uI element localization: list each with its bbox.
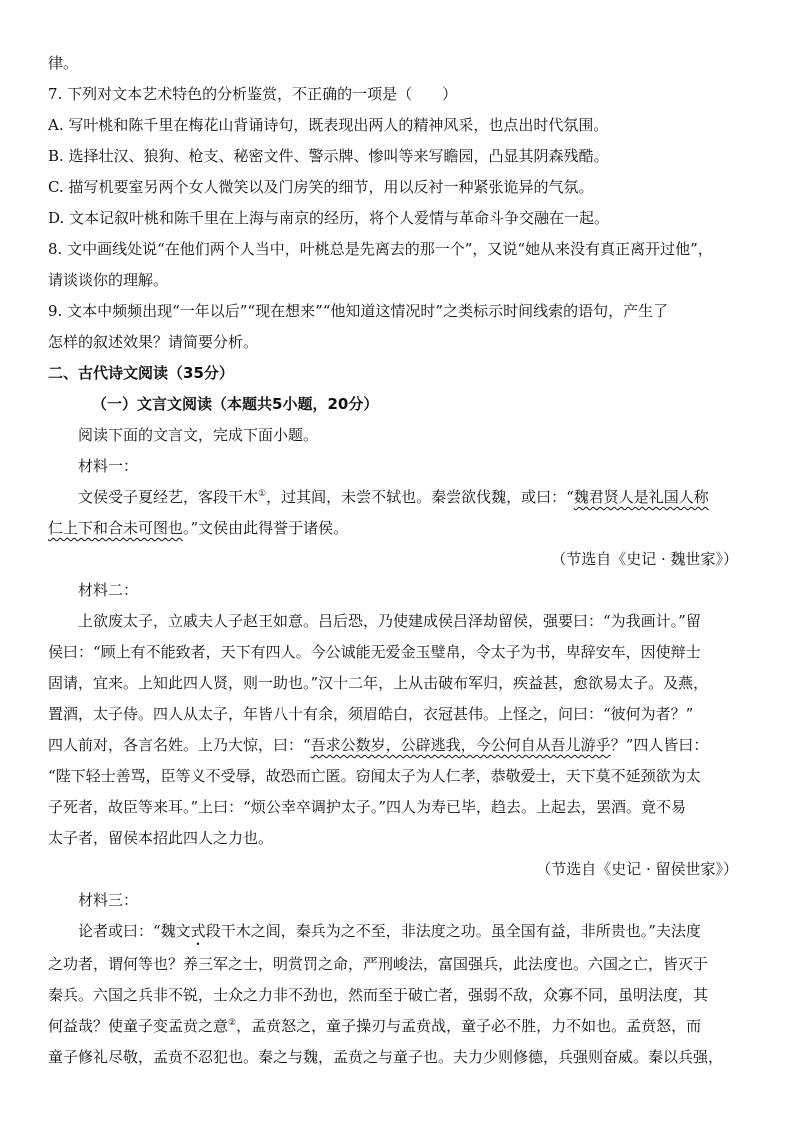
question-tail-text: 律。 xyxy=(48,54,79,72)
question-7 xyxy=(48,79,748,234)
question-8-line-2: 请谈谈你的理解。 xyxy=(48,271,169,289)
section-2-title: 二、古代诗文阅读（35分） xyxy=(48,364,234,382)
material-1-line-2: 仁上下和合未可图也。”文侯由此得誉于诸侯。 xyxy=(48,519,349,537)
underlined-passage-1-cont: 仁上下和合未可图也 xyxy=(48,519,184,537)
question-7-option-a: A. 写叶桃和陈千里在梅花山背诵诗句，既表现出两人的精神风采，也点出时代氛围。 xyxy=(48,116,609,134)
question-9-line-1: 9. 文本中频频出现“一年以后”“现在想来”“他知道这情况时”之类标示时间线索的语句，产生了 xyxy=(48,302,669,320)
material-2-line-1: 上欲废太子，立戚夫人子赵王如意。吕后恐，乃使建成侯吕泽劫留侯，强要曰：“为我画计。”留 xyxy=(78,612,701,630)
footnote-2-marker: ② xyxy=(228,1018,237,1028)
material-2-line-6: “陛下轻士善骂，臣等义不受辱，故恐而亡匿。窃闻太子为人仁孝，恭敬爱士，天下莫不延颈欲为太 xyxy=(48,767,701,785)
material-2 xyxy=(48,575,748,885)
material-3-line-3: 秦兵。六国之兵非不锐，士众之力非不劲也，然而至于破亡者，强弱不敌，众寡不同，虽明法度，其 xyxy=(48,986,709,1004)
question-7-option-c: C. 描写机要室另两个女人微笑以及门房笑的细节，用以反衬一种紧张诡异的气氛。 xyxy=(48,178,594,196)
material-2-line-2: 侯曰：“顾上有不能致者，天下有四人。今公诚能无爱金玉璧帛，令太子为书，卑辞安车，因使辩士 xyxy=(48,643,701,661)
question-8-line-1: 8. 文中画线处说“在他们两个人当中，叶桃总是先离去的那一个”，又说“她从来没有真正离开过他”， xyxy=(48,240,713,258)
material-2-line-5: 四人前对，各言名姓。上乃大惊，曰：“吾求公数岁，公辟逃我，今公何自从吾儿游乎？”四人皆曰： xyxy=(48,736,709,754)
material-2-label: 材料二： xyxy=(78,581,139,599)
question-7-option-d: D. 文本记叙叶桃和陈千里在上海与南京的经历，将个人爱情与革命斗争交融在一起。 xyxy=(48,209,610,227)
question-8 xyxy=(48,234,748,296)
material-2-line-4: 置酒，太子侍。四人从太子，年皆八十有余，须眉皓白，衣冠甚伟。上怪之，问曰：“彼何为者？” xyxy=(48,705,694,723)
underlined-passage-2: 吾求公数岁，公辟逃我，今公何自从吾儿游乎 xyxy=(310,736,611,754)
material-1-label: 材料一： xyxy=(78,457,139,475)
material-3-line-5: 童子修礼尽敬，孟贲不忍犯也。秦之与魏，孟贲之与童子也。夫力少则修德，兵强则奋威。秦以兵强， xyxy=(48,1048,724,1066)
material-3-line-2: 之功者，谓何等也？养三军之士，明赏罚之命，严刑峻法，富国强兵，此法度也。六国之亡，皆灭于 xyxy=(48,955,709,973)
material-3 xyxy=(48,885,748,1073)
question-9-line-2: 怎样的叙述效果？请简要分析。 xyxy=(48,333,259,351)
material-2-line-8: 太子者，留侯本招此四人之力也。 xyxy=(48,829,274,847)
material-3-line-4: 何益哉？使童子变孟贲之意②，孟贲怒之，童子操刃与孟贲战，童子必不胜，力不如也。孟贲怒，而 xyxy=(48,1017,702,1035)
material-3-line-1: 论者或曰：“魏文式段干木之闾，秦兵为之不至，非法度之功。虽全国有益，非所贵也。”夫法度 xyxy=(78,922,701,940)
question-9 xyxy=(48,296,748,358)
question-7-stem: 7. 下列对文本艺术特色的分析鉴赏，不正确的一项是（ ） xyxy=(48,85,458,103)
footnote-1-marker: ① xyxy=(258,489,267,499)
material-1-line-1: 文侯受子夏经艺，客段干木①，过其闾，未尝不轼也。秦尝欲伐魏，或曰：“魏君贤人是礼国人称 xyxy=(78,488,709,506)
material-2-source: （节选自《史记 · 留侯世家》） xyxy=(536,860,738,878)
question-7-option-b: B. 选择壮汉、狼狗、枪支、秘密文件、警示牌、惨叫等来写瞻园，凸显其阴森残酷。 xyxy=(48,147,609,165)
material-2-line-7: 子死者，故臣等来耳。”上曰：“烦公幸卒调护太子。”四人为寿已毕，趋去。上起去，罢酒。竟不易 xyxy=(48,798,687,816)
material-2-line-3: 固请，宜来。上知此四人贤，则一助也。”汉十二年，上从击破布军归，疾益甚，愈欲易太子。及燕， xyxy=(48,674,709,692)
material-1 xyxy=(48,451,748,575)
material-1-source: （节选自《史记 · 魏世家》） xyxy=(551,550,738,568)
section-2-subtitle: （一）文言文阅读（本题共5小题，20分） xyxy=(92,395,379,413)
material-3-label: 材料三： xyxy=(78,891,139,909)
section-2-instruction: 阅读下面的文言文，完成下面小题。 xyxy=(78,426,319,444)
underlined-passage-1: 魏君贤人是礼国人称 xyxy=(573,488,709,506)
emphasized-character: 式 xyxy=(190,922,206,940)
document-page xyxy=(48,48,748,1073)
